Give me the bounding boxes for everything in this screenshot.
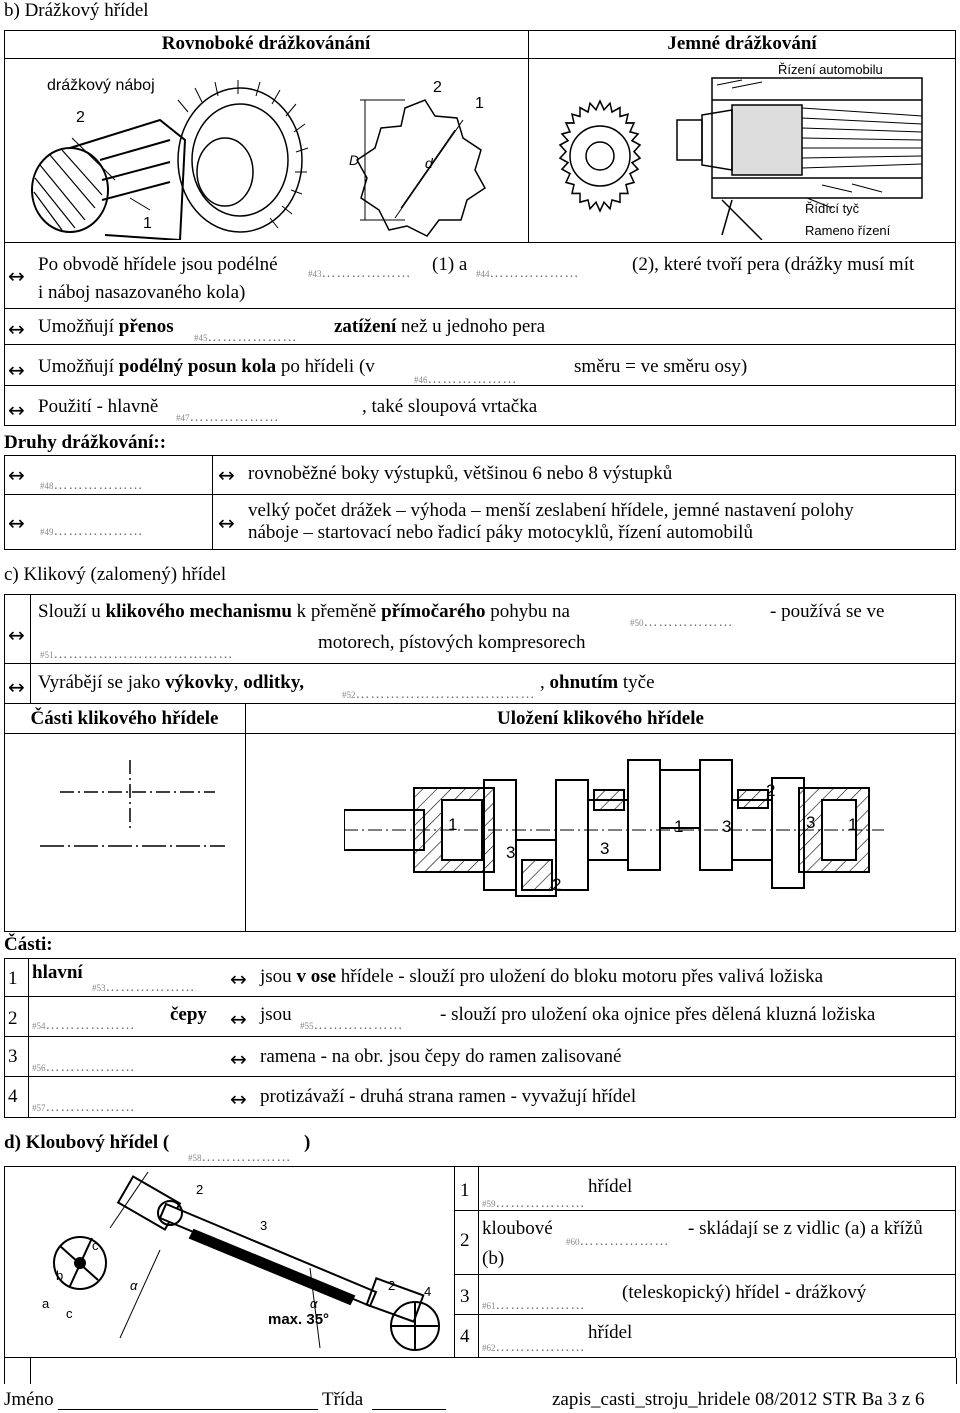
uj-row-number: 4 [460,1326,470,1347]
blank-54[interactable]: #54……………… [32,1018,136,1033]
uj-label-a: a [42,1296,50,1311]
section-c-title: c) Klikový (zalomený) hřídel [4,564,227,585]
uj-row-line [454,1314,956,1315]
uj-label-alpha-1: α [130,1278,138,1293]
uj-row-1-text: hřídel [588,1176,633,1197]
uj-label-4: 4 [424,1284,432,1299]
parts-num-divider [28,958,29,1118]
parts-title: Části: [4,934,53,955]
universal-joint-divider [454,1166,455,1358]
hub-label: drážkový náboj [47,77,155,94]
b-row3-text-b: směru = ve směru osy) [574,356,748,377]
c-row-1-divider [30,594,31,664]
double-arrow-icon: ↔ [8,675,25,699]
footer-class-field[interactable] [372,1409,446,1410]
b-row1-text-c: (2), které tvoří pera (drážky musí mít [632,254,915,275]
centerline-sketch [20,760,230,860]
section-d-title-suffix: ) [304,1132,311,1153]
crank-label-pin-1: 2 [766,781,776,800]
uj-row-4-text: hřídel [588,1322,633,1343]
blank-61[interactable]: #61……………… [482,1298,586,1313]
crank-label-arm-4: 3 [806,813,816,832]
blank-60[interactable]: #60……………… [566,1234,670,1249]
c-row1-text-g: motorech, pístových kompresorech [318,632,586,653]
footer-tick [4,1358,5,1384]
double-arrow-icon: ↔ [8,511,25,535]
part-4-desc: protizávaží - druhá strana ramen - vyvažují hřídel [260,1086,637,1107]
uj-row-2-after2: (b) [482,1248,505,1269]
uj-row-2-before: kloubové [482,1218,553,1239]
double-arrow-icon: ↔ [218,511,235,535]
blank-50[interactable]: #50……………… [630,615,734,630]
crank-label-main-1: 1 [448,815,458,834]
part-1-desc: jsou v ose hřídele - slouží pro uložení do bloku motoru přes valivá ložiska [260,966,824,987]
cardan-shaft-drawing [30,1168,450,1356]
steering-label: Řízení automobilu [778,62,883,77]
blank-49[interactable]: #49……………… [40,524,144,539]
fig1-label-2: 2 [76,109,85,126]
steering-arm-label: Rameno řízení [805,223,891,238]
c-row1-text: Slouží u klikového mechanismu k přeměně přímočarého pohybu na [38,601,570,622]
part-number: 1 [8,968,18,989]
part-2-desc-c: - slouží pro uložení oka ojnice přes dělená kluzná ložiska [440,1004,876,1025]
header-fine-spline: Jemné drážkování [667,33,817,54]
universal-joint-num-divider [478,1166,479,1358]
uj-label-3: 3 [260,1218,268,1233]
tie-rod-label: Řídící tyč [805,201,860,216]
double-arrow-icon: ↔ [8,623,25,647]
blank-51[interactable]: #51……………………………… [40,647,234,662]
double-arrow-icon: ↔ [8,398,25,422]
splined-shaft-hub-drawing [10,60,330,240]
c-row-2-divider [30,664,31,704]
uj-row-number: 2 [460,1230,470,1251]
part-3-desc: ramena - na obr. jsou čepy do ramen zalisované [260,1046,622,1067]
spline-type-2-desc-1: velký počet drážek – výhoda – menší zeslabení hřídele, jemné nastavení polohy [248,500,854,521]
footer-class-label: Třída [322,1389,364,1410]
part-number: 3 [8,1046,18,1067]
blank-55[interactable]: #55……………… [300,1018,404,1033]
parts-row-line [4,996,956,997]
footer-tick [956,1358,957,1384]
double-arrow-icon: ↔ [230,1047,247,1071]
double-arrow-icon: ↔ [8,463,25,487]
table-divider [528,30,529,243]
double-arrow-icon: ↔ [8,317,25,341]
parts-row-line [4,1036,956,1037]
double-arrow-icon: ↔ [230,1007,247,1031]
blank-46[interactable]: #46……………… [414,372,518,387]
part-2-desc-a: jsou [260,1004,292,1025]
crankshaft-parts-header: Části klikového hřídele [30,708,219,729]
uj-row-2-after: - skládají se z vidlic (a) a křížů [688,1218,923,1239]
section-d-title-prefix: d) Kloubový hřídel ( [4,1132,170,1153]
blank-52[interactable]: #52……………………………… [342,687,536,702]
blank-56[interactable]: #56……………… [32,1060,136,1075]
b-row3-text: Umožňují podélný posun kola po hřídeli (v [38,356,375,377]
uj-row-line [454,1274,956,1275]
blank-43[interactable]: #43……………… [308,266,412,281]
table-header-line [4,58,956,59]
blank-62[interactable]: #62……………… [482,1340,586,1355]
fig1-label-1: 1 [143,215,152,232]
fig2-label-1: 1 [475,95,484,112]
c-row2-text: Vyrábějí se jako výkovky, odlitky, [38,672,305,693]
blank-47[interactable]: #47……………… [176,410,280,425]
blank-48[interactable]: #48……………… [40,478,144,493]
part-name-pins: čepy [170,1004,207,1025]
footer-tick [30,1358,31,1384]
b-row1-text-a: Po obvodě hřídele jsou podélné [38,254,278,275]
double-arrow-icon: ↔ [8,264,25,288]
crank-label-main-2: 1 [674,817,684,836]
uj-label-2b: 2 [388,1278,396,1293]
spline-type-1-desc: rovnoběžné boky výstupků, většinou 6 nebo 8 výstupků [248,463,673,484]
fig2-label-d: d [425,155,433,171]
footer-file-info: zapis_casti_stroju_hridele 08/2012 STR Ba 3 z 6 [552,1389,925,1410]
spline-cross-section-drawing [335,60,525,240]
part-number: 2 [8,1008,18,1029]
part-name-main: hlavní [32,962,83,983]
uj-label-c2: c [66,1306,73,1321]
blank-53[interactable]: #53……………… [92,980,196,995]
blank-58[interactable]: #58……………… [188,1150,292,1165]
uj-label-c: c [92,1238,99,1253]
double-arrow-icon: ↔ [230,1087,247,1111]
footer-name-label: Jméno [4,1389,54,1410]
blank-57[interactable]: #57……………… [32,1100,136,1115]
uj-label-alpha-2: α [310,1296,318,1311]
crank-label-arm-3: 3 [722,817,732,836]
crank-label-pin-2: 2 [552,875,562,894]
fig2-label-D: D [349,152,360,168]
b-row1-text-b: (1) a [432,254,468,275]
double-arrow-icon: ↔ [230,967,247,991]
blank-45[interactable]: #45……………… [194,330,298,345]
fine-spline-profile-drawing [530,60,670,240]
uj-label-b: b [56,1268,64,1283]
spline-types-title: Druhy drážkování:: [4,432,167,453]
uj-row-number: 1 [460,1180,470,1201]
b-row4-text: Použití - hlavně [38,396,159,417]
fig2-label-2: 2 [433,79,442,96]
b-row4-text-b: , také sloupová vrtačka [362,396,538,417]
part-number: 4 [8,1086,18,1107]
uj-row-3-text: (teleskopický) hřídel - drážkový [622,1282,867,1303]
header-parallel-spline: Rovnoboké drážkovánání [161,33,371,54]
b-row2-text-b: zatížení než u jednoho pera [334,316,546,337]
uj-label-2: 2 [196,1182,204,1197]
crank-label-main-3: 1 [848,815,858,834]
footer-name-field[interactable] [58,1409,318,1410]
uj-label-max-angle: max. 35° [268,1311,330,1328]
crankshaft-bearing-header: Uložení klikového hřídele [497,708,704,729]
b-row2-text: Umožňují přenos [38,316,174,337]
crank-label-arm-1: 3 [506,843,516,862]
steering-mechanism-drawing [672,60,954,240]
section-b-title: b) Drážkový hřídel [4,0,149,21]
uj-row-number: 3 [460,1286,470,1307]
blank-44[interactable]: #44……………… [476,266,580,281]
blank-59[interactable]: #59……………… [482,1196,586,1211]
double-arrow-icon: ↔ [8,358,25,382]
c-row1-text-f: - používá se ve [770,601,885,622]
double-arrow-icon: ↔ [218,463,235,487]
b-row1-text-d: i náboj nasazovaného kola) [38,282,246,303]
c-row2-text-b: , ohnutím tyče [540,672,655,693]
crankshaft-header-line [4,733,956,734]
spline-type-2-desc-2: náboje – startovací nebo řadicí páky motocyklů, řízení automobilů [248,522,753,543]
parts-row-line [4,1076,956,1077]
crank-label-arm-2: 3 [600,839,610,858]
crankshaft-divider [245,704,246,932]
crankshaft-bearing-drawing [344,740,884,930]
